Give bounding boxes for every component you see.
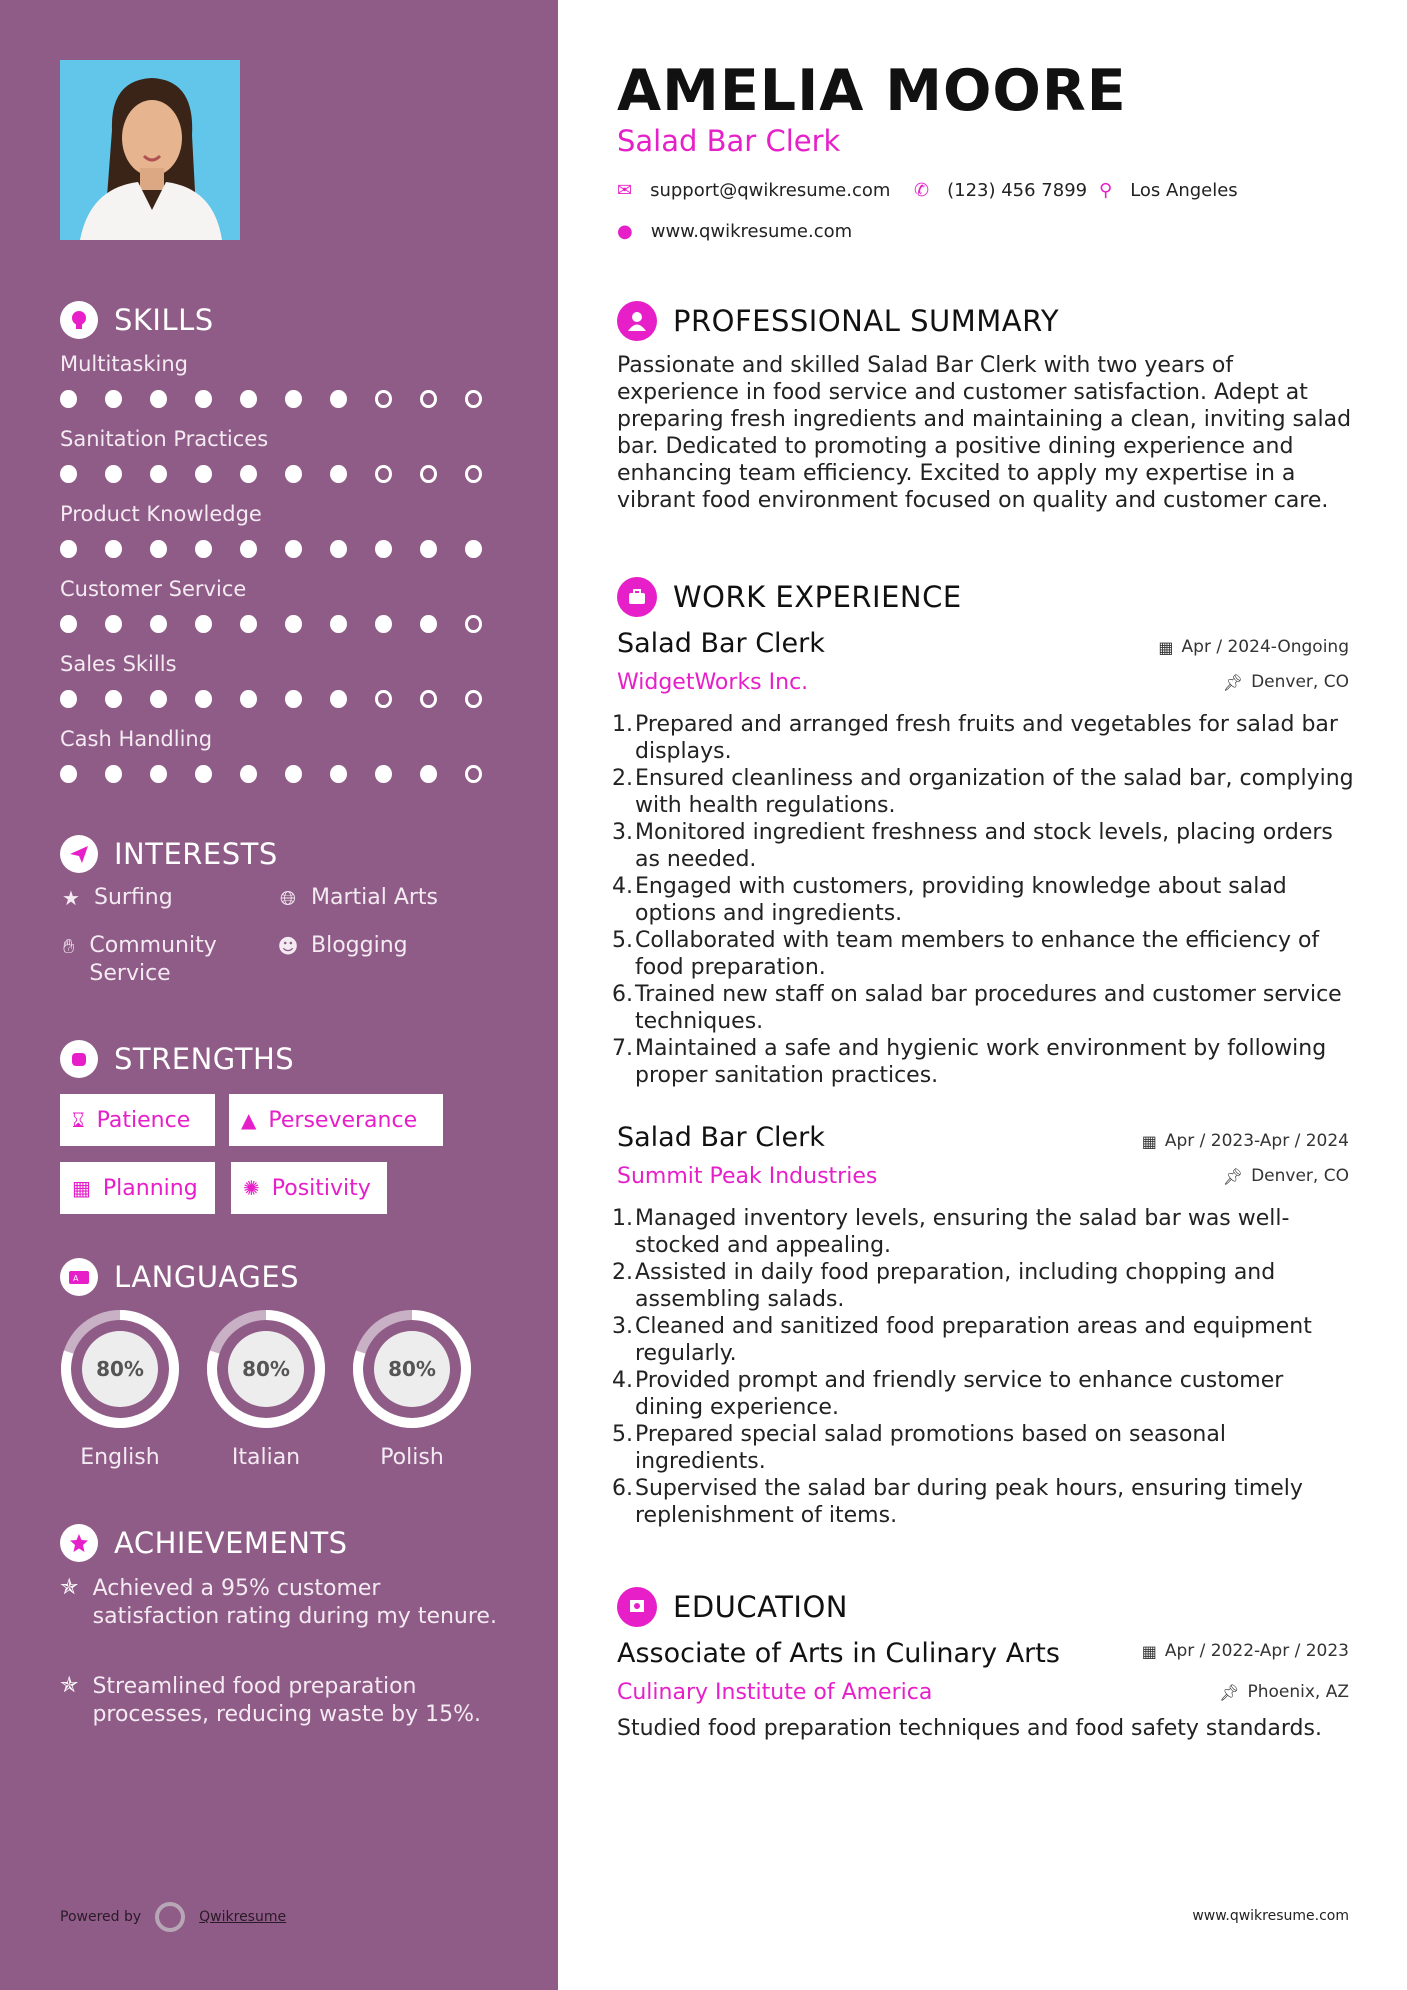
job-location-text: Denver, CO [1251,1166,1349,1186]
interest-item [60,884,173,912]
interests-heading [60,835,278,873]
summary-title: PROFESSIONAL SUMMARY [673,304,1060,338]
duty-text: Collaborated with team members to enhance the efficiency of food preparation. [635,928,1320,980]
rating-dot-filled [150,390,167,408]
strength-chip [231,1162,387,1214]
interest-label: Martial Arts [311,885,439,910]
skill-name: Customer Service [60,577,247,601]
rating-dot-filled [420,540,437,558]
achievement-text: Streamlined food preparation processes, reducing waste by 15%. [92,1674,482,1727]
interest-label: Surfing [94,885,173,910]
experience-title: WORK EXPERIENCE [673,580,962,614]
skill-item [60,652,510,708]
rating-dot-filled [285,690,302,708]
rating-dot-filled [240,465,257,483]
rating-dot-filled [330,465,347,483]
rating-dot-empty [420,690,437,708]
email-text: support@qwikresume.com [650,180,891,201]
calendar-icon: ▦ [1158,637,1174,657]
job-company: WidgetWorks Inc. [617,670,809,695]
strength-chip [229,1094,443,1146]
education-dates-text: Apr / 2022-Apr / 2023 [1164,1641,1349,1661]
rating-dot-filled [60,690,77,708]
rating-dot-filled [60,765,77,783]
duty-item [612,927,1357,981]
lightbulb-icon [60,301,98,339]
languages-heading [60,1258,299,1296]
fist-icon [60,1040,98,1078]
rating-dot-filled [240,765,257,783]
language-name: Italian [231,1445,301,1470]
duty-text: Engaged with customers, providing knowledge about salad options and ingredients. [635,874,1287,926]
duty-text: Supervised the salad bar during peak hours, ensuring timely replenishment of items. [635,1476,1303,1528]
website-text: www.qwikresume.com [650,221,853,242]
education-location-text: Phoenix, AZ [1247,1682,1349,1702]
strengths-heading [60,1040,294,1078]
rating-dot-empty [465,465,482,483]
rating-dot-empty [375,690,392,708]
degree-title: Associate of Arts in Culinary Arts [617,1638,1060,1669]
strength-chip [60,1162,215,1214]
calendar-icon: ▦ [1141,1131,1157,1151]
rating-dot-filled [330,690,347,708]
rating-dot-empty [465,615,482,633]
achievement-item [60,1673,500,1729]
strength-label: Patience [96,1107,191,1133]
job-duties-list [612,711,1357,1089]
language-name: English [80,1445,160,1470]
strength-chip [60,1094,215,1146]
calendar-icon: ▦ [72,1176,91,1200]
duty-item [612,819,1357,873]
skill-name: Multitasking [60,352,189,376]
award-star-icon [60,1524,98,1562]
pin-icon: 📌︎ [1219,1682,1240,1702]
language-percent: 80% [242,1357,290,1381]
strength-label: Perseverance [268,1107,418,1133]
rating-dot-empty [465,765,482,783]
rating-dot-filled [195,390,212,408]
qwikresume-logo-icon [155,1902,185,1932]
rating-dot-filled [60,465,77,483]
language-percent: 80% [96,1357,144,1381]
duty-text: Trained new staff on salad bar procedures and customer service techniques. [635,982,1342,1034]
paper-plane-icon [60,835,98,873]
rating-dot-filled [285,615,302,633]
duty-number: 3. [612,820,633,845]
duty-number: 1. [612,1206,633,1231]
location-text: Los Angeles [1130,180,1238,201]
qwikresume-link[interactable]: Qwikresume [199,1909,287,1925]
rating-dot-filled [195,540,212,558]
climber-icon: ▲ [241,1108,257,1132]
sun-icon: ✺ [243,1176,260,1200]
duty-item [612,1035,1357,1089]
interest-item [277,932,408,960]
strength-label: Planning [102,1175,198,1201]
rating-dot-empty [375,465,392,483]
achievement-text: Achieved a 95% customer satisfaction rating during my tenure. [92,1576,497,1629]
rating-dot-filled [285,465,302,483]
skills-title: SKILLS [114,303,214,337]
language-name: Polish [380,1445,444,1470]
rating-dot-filled [375,765,392,783]
duty-number: 4. [612,874,633,899]
phone-icon: ✆ [914,180,930,201]
duty-text: Prepared special salad promotions based on seasonal ingredients. [635,1422,1226,1474]
contact-location [1099,180,1238,201]
rating-dot-filled [420,765,437,783]
duty-text: Ensured cleanliness and organization of the salad bar, complying with health regulations. [635,766,1354,818]
rating-dot-filled [375,615,392,633]
skill-rating [60,690,510,708]
skill-rating [60,540,510,558]
rating-dot-filled [60,540,77,558]
skill-name: Sales Skills [60,652,177,676]
school-name: Culinary Institute of America [617,1680,933,1705]
skills-heading [60,301,214,339]
rating-dot-empty [465,690,482,708]
map-pin-icon: ⚲ [1099,180,1113,201]
summary-text: Passionate and skilled Salad Bar Clerk with two years of experience in food service and customer satisfaction. Adept at preparing fresh ingredients and maintaining a clean, inviting salad bar. Dedicated to promoting a positive dining experience and enhancing team efficiency. Excited to apply my expertise in a vibrant food environment focused on quality and customer care. [617,353,1352,513]
skill-item [60,352,510,408]
skill-rating [60,465,510,483]
rating-dot-filled [105,765,122,783]
skill-rating [60,615,510,633]
job-dates-text: Apr / 2023-Apr / 2024 [1164,1131,1349,1151]
rating-dot-filled [105,690,122,708]
shooting-star-icon: ✯ [60,1673,79,1698]
users-icon: ☻ [277,934,299,958]
rating-dot-filled [465,540,482,558]
contact-website[interactable] [617,221,852,242]
summary-heading [617,301,1059,341]
job-location [1223,1166,1349,1186]
pin-icon: 📌︎ [1222,1166,1244,1186]
interests-title: INTERESTS [114,837,278,871]
education-dates [1142,1641,1349,1661]
skill-item [60,427,510,483]
job-location [1223,672,1349,692]
svg-text:A: A [73,1274,79,1283]
language-ring [58,1307,182,1431]
skill-item [60,577,510,633]
contact-email[interactable] [617,180,890,201]
duty-number: 6. [612,1476,633,1501]
duty-item [612,1421,1357,1475]
language-item [58,1307,182,1470]
rating-dot-filled [105,465,122,483]
pin-icon: 📌︎ [1222,672,1244,692]
calendar-icon: ▦ [1141,1641,1157,1661]
duty-item [612,981,1357,1035]
rating-dot-filled [330,765,347,783]
duty-text: Cleaned and sanitized food preparation areas and equipment regularly. [635,1314,1312,1366]
user-icon [617,301,657,341]
rating-dot-empty [420,390,437,408]
education-heading [617,1587,848,1627]
duty-item [612,1259,1357,1313]
rating-dot-filled [60,390,77,408]
skill-item [60,502,510,558]
hand-icon: ✋︎ [63,934,75,958]
rating-dot-filled [330,615,347,633]
interest-item [60,932,260,988]
rating-dot-filled [105,615,122,633]
duty-number: 7. [612,1036,633,1061]
job-title: Salad Bar Clerk [617,628,825,659]
job-duties-list [612,1205,1357,1529]
rating-dot-filled [285,540,302,558]
job-company: Summit Peak Industries [617,1164,878,1189]
duty-text: Provided prompt and friendly service to enhance customer dining experience. [635,1368,1284,1420]
language-ring [204,1307,328,1431]
education-description: Studied food preparation techniques and food safety standards. [617,1716,1322,1741]
duty-number: 2. [612,1260,633,1285]
rating-dot-filled [240,540,257,558]
rating-dot-filled [195,690,212,708]
strengths-title: STRENGTHS [114,1042,295,1076]
achievement-item [60,1575,500,1631]
duty-item [612,1367,1357,1421]
rating-dot-filled [240,690,257,708]
rating-dot-filled [150,690,167,708]
rating-dot-empty [375,390,392,408]
rating-dot-filled [150,540,167,558]
rating-dot-filled [330,390,347,408]
job-dates [1158,637,1349,657]
job-location-text: Denver, CO [1251,672,1349,692]
rating-dot-filled [60,615,77,633]
candidate-name: AMELIA MOORE [617,58,1127,124]
duty-number: 5. [612,928,633,953]
candidate-role: Salad Bar Clerk [617,124,841,158]
globe-icon: 🌐︎ [280,886,296,910]
rating-dot-filled [375,540,392,558]
duty-number: 2. [612,766,633,791]
skill-rating [60,765,510,783]
rating-dot-filled [330,540,347,558]
duty-text: Managed inventory levels, ensuring the salad bar was well-stocked and appealing. [635,1206,1290,1258]
rating-dot-filled [195,615,212,633]
rating-dot-filled [150,465,167,483]
language-item [204,1307,328,1470]
rating-dot-filled [240,615,257,633]
duty-text: Assisted in daily food preparation, including chopping and assembling salads. [635,1260,1276,1312]
hourglass-icon: ⌛︎ [72,1108,85,1132]
envelope-icon: ✉︎ [617,180,633,201]
rating-dot-filled [420,615,437,633]
language-card-icon [60,1258,98,1296]
duty-text: Maintained a safe and hygienic work environment by following proper sanitation practices. [635,1036,1327,1088]
rating-dot-filled [150,615,167,633]
strength-label: Positivity [271,1175,371,1201]
briefcase-icon [617,577,657,617]
achievements-heading [60,1524,348,1562]
rating-dot-filled [105,540,122,558]
powered-by [60,1902,286,1932]
duty-number: 4. [612,1368,633,1393]
phone-text: (123) 456 7899 [947,180,1088,201]
interest-label: Blogging [311,933,408,958]
language-item [350,1307,474,1470]
duty-number: 6. [612,982,633,1007]
experience-heading [617,577,962,617]
skill-item [60,727,510,783]
language-ring [350,1307,474,1431]
interest-item [277,884,438,912]
job-dates [1142,1131,1349,1151]
rating-dot-filled [240,390,257,408]
powered-by-text: Powered by [60,1909,142,1925]
rating-dot-filled [195,765,212,783]
profile-photo [60,60,240,240]
graduation-icon [617,1587,657,1627]
duty-item [612,1205,1357,1259]
star-icon: ★ [62,886,80,910]
rating-dot-empty [420,465,437,483]
duty-number: 3. [612,1314,633,1339]
education-location [1219,1682,1349,1702]
duty-number: 5. [612,1422,633,1447]
rating-dot-filled [285,390,302,408]
duty-item [612,873,1357,927]
rating-dot-filled [150,765,167,783]
rating-dot-filled [105,390,122,408]
skill-name: Sanitation Practices [60,427,269,451]
languages-title: LANGUAGES [114,1260,300,1294]
language-percent: 80% [388,1357,436,1381]
footer-url[interactable]: www.qwikresume.com [1192,1908,1349,1924]
skill-rating [60,390,510,408]
duty-item [612,1313,1357,1367]
rating-dot-filled [195,465,212,483]
interest-label: Community Service [89,933,217,986]
rating-dot-filled [285,765,302,783]
duty-number: 1. [612,712,633,737]
achievements-title: ACHIEVEMENTS [114,1526,348,1560]
sidebar [0,0,558,1990]
job-dates-text: Apr / 2024-Ongoing [1181,637,1349,657]
duty-text: Prepared and arranged fresh fruits and vegetables for salad bar displays. [635,712,1338,764]
skill-name: Product Knowledge [60,502,262,526]
job-title: Salad Bar Clerk [617,1122,825,1153]
duty-item [612,1475,1357,1529]
rating-dot-empty [465,390,482,408]
shooting-star-icon: ✯ [60,1575,79,1600]
education-title: EDUCATION [673,1590,849,1624]
duty-item [612,765,1357,819]
duty-text: Monitored ingredient freshness and stock levels, placing orders as needed. [635,820,1333,872]
duty-item [612,711,1357,765]
skill-name: Cash Handling [60,727,213,751]
globe-icon: ● [617,221,633,242]
contact-phone [914,180,1087,201]
